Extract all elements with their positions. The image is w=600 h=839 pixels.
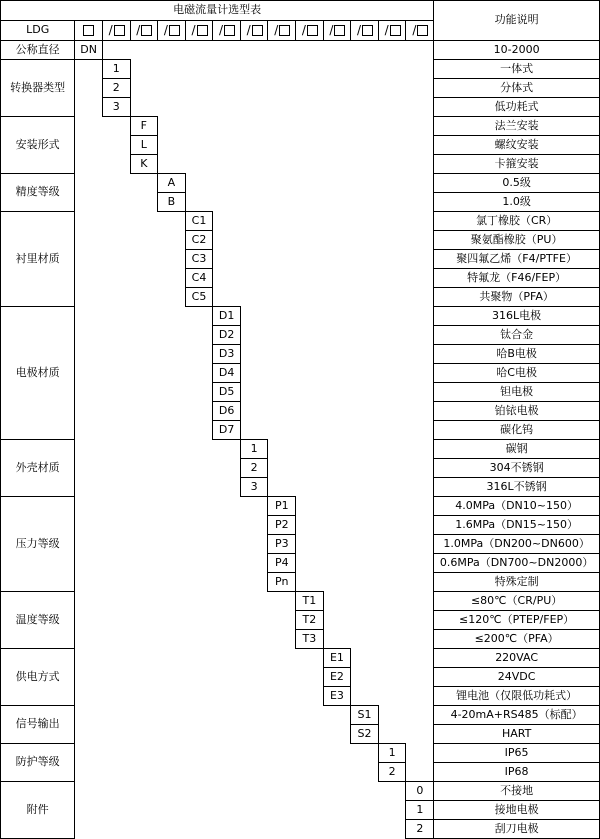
- row-label-temperature: 温度等级: [1, 592, 75, 649]
- checkbox-icon: [83, 25, 94, 36]
- code-box-11: [351, 21, 379, 41]
- code-electrode-7: D7: [213, 421, 241, 440]
- desc-temperature-3: ≤200℃（PFA）: [434, 630, 600, 649]
- code-converter-type-2: 2: [102, 79, 130, 98]
- spacer: [240, 307, 433, 326]
- spacer: [268, 459, 434, 478]
- spacer: [75, 744, 379, 782]
- desc-electrode-7: 碳化钨: [434, 421, 600, 440]
- spacer: [158, 117, 434, 136]
- spacer: [240, 383, 433, 402]
- page-title: 电磁流量计选型表: [1, 1, 434, 21]
- code-electrode-6: D6: [213, 402, 241, 421]
- code-converter-type-3: 3: [102, 98, 130, 117]
- desc-accuracy-2: 1.0级: [434, 193, 600, 212]
- row-label-install-type: 安装形式: [1, 117, 75, 174]
- slash-icon: /: [274, 22, 279, 37]
- checkbox-icon: [279, 25, 290, 36]
- desc-housing-1: 碳钢: [434, 440, 600, 459]
- spacer: [102, 41, 433, 60]
- desc-accessories-3: 刮刀电极: [434, 820, 600, 839]
- row-label-electrode: 电极材质: [1, 307, 75, 440]
- code-lining-3: C3: [185, 250, 213, 269]
- code-electrode-2: D2: [213, 326, 241, 345]
- code-box-4: [158, 21, 186, 41]
- table-row: [1, 117, 600, 136]
- checkbox-icon: [362, 25, 373, 36]
- checkbox-icon: [141, 25, 152, 36]
- title-row: [1, 1, 600, 21]
- spacer: [75, 782, 406, 839]
- desc-temperature-1: ≤80℃（CR/PU）: [434, 592, 600, 611]
- code-housing-3: 3: [240, 478, 268, 497]
- desc-pressure-4: 0.6MPa（DN700~DN2000）: [434, 554, 600, 573]
- spacer: [213, 288, 434, 307]
- row-label-housing: 外壳材质: [1, 440, 75, 497]
- desc-converter-type-1: 一体式: [434, 60, 600, 79]
- code-box-7: [240, 21, 268, 41]
- code-box-13: [406, 21, 434, 41]
- spacer: [323, 630, 434, 649]
- desc-install-type-1: 法兰安装: [434, 117, 600, 136]
- row-label-power-supply: 供电方式: [1, 649, 75, 706]
- desc-electrode-6: 铂铱电极: [434, 402, 600, 421]
- code-box-5: [185, 21, 213, 41]
- table-row: [1, 174, 600, 193]
- desc-electrode-5: 钽电极: [434, 383, 600, 402]
- spacer: [75, 174, 158, 212]
- code-box-8: [268, 21, 296, 41]
- desc-power-supply-3: 锂电池（仅限低功耗式）: [434, 687, 600, 706]
- desc-electrode-4: 哈C电极: [434, 364, 600, 383]
- code-signal-output-1: S1: [351, 706, 379, 725]
- desc-converter-type-2: 分体式: [434, 79, 600, 98]
- desc-temperature-2: ≤120℃（PTEP/FEP）: [434, 611, 600, 630]
- slash-icon: /: [163, 22, 168, 37]
- spacer: [240, 402, 433, 421]
- desc-power-supply-1: 220VAC: [434, 649, 600, 668]
- table-row: [1, 649, 600, 668]
- code-temperature-1: T1: [296, 592, 324, 611]
- desc-signal-output-1: 4-20mA+RS485（标配）: [434, 706, 600, 725]
- code-power-supply-1: E1: [323, 649, 351, 668]
- table-row: [1, 706, 600, 725]
- desc-install-type-2: 螺纹安装: [434, 136, 600, 155]
- code-electrode-4: D4: [213, 364, 241, 383]
- spacer: [130, 98, 434, 117]
- code-box-3: [130, 21, 158, 41]
- code-pressure-1: P1: [268, 497, 296, 516]
- code-install-type-3: K: [130, 155, 158, 174]
- slash-icon: /: [301, 22, 306, 37]
- desc-lining-3: 聚四氟乙烯（F4/PTFE）: [434, 250, 600, 269]
- spacer: [75, 117, 130, 174]
- checkbox-icon: [417, 25, 428, 36]
- spacer: [296, 573, 434, 592]
- spacer: [185, 174, 434, 193]
- desc-lining-1: 氯丁橡胶（CR）: [434, 212, 600, 231]
- code-nominal-diameter: DN: [75, 41, 103, 60]
- spacer: [296, 516, 434, 535]
- desc-lining-2: 聚氨酯橡胶（PU）: [434, 231, 600, 250]
- slash-icon: /: [136, 22, 141, 37]
- code-pressure-2: P2: [268, 516, 296, 535]
- code-accuracy-2: B: [158, 193, 186, 212]
- spacer: [378, 706, 433, 725]
- code-signal-output-2: S2: [351, 725, 379, 744]
- slash-icon: /: [191, 22, 196, 37]
- row-label-nominal-diameter: 公称直径: [1, 41, 75, 60]
- table-row: [1, 41, 600, 60]
- function-header: 功能说明: [434, 1, 600, 41]
- code-box-10: [323, 21, 351, 41]
- spacer: [75, 592, 296, 649]
- slash-icon: /: [384, 22, 389, 37]
- spacer: [351, 668, 434, 687]
- spacer: [296, 535, 434, 554]
- checkbox-icon: [169, 25, 180, 36]
- checkbox-icon: [114, 25, 125, 36]
- desc-pressure-2: 1.6MPa（DN15~150）: [434, 516, 600, 535]
- row-label-converter-type: 转换器类型: [1, 60, 75, 117]
- desc-lining-4: 特氟龙（F46/FEP）: [434, 269, 600, 288]
- row-label-lining: 衬里材质: [1, 212, 75, 307]
- code-pressure-3: P3: [268, 535, 296, 554]
- spacer: [130, 60, 434, 79]
- table-row: [1, 60, 600, 79]
- spacer: [75, 212, 185, 307]
- spacer: [406, 763, 434, 782]
- table-row: [1, 592, 600, 611]
- desc-protection-1: IP65: [434, 744, 600, 763]
- code-box-2: [102, 21, 130, 41]
- spacer: [75, 307, 213, 440]
- slash-icon: /: [108, 22, 113, 37]
- spacer: [240, 345, 433, 364]
- code-electrode-5: D5: [213, 383, 241, 402]
- spacer: [240, 326, 433, 345]
- desc-converter-type-3: 低功耗式: [434, 98, 600, 117]
- table-row: [1, 307, 600, 326]
- spacer: [296, 497, 434, 516]
- code-box-9: [296, 21, 324, 41]
- spacer: [185, 193, 434, 212]
- slash-icon: /: [219, 22, 224, 37]
- row-label-signal-output: 信号输出: [1, 706, 75, 744]
- row-label-accuracy: 精度等级: [1, 174, 75, 212]
- desc-accessories-1: 不接地: [434, 782, 600, 801]
- code-electrode-1: D1: [213, 307, 241, 326]
- spacer: [213, 269, 434, 288]
- code-housing-1: 1: [240, 440, 268, 459]
- slash-icon: /: [412, 22, 417, 37]
- checkbox-icon: [390, 25, 401, 36]
- slash-icon: /: [329, 22, 334, 37]
- code-power-supply-2: E2: [323, 668, 351, 687]
- code-install-type-1: F: [130, 117, 158, 136]
- slash-icon: /: [246, 22, 251, 37]
- spacer: [296, 554, 434, 573]
- checkbox-icon: [197, 25, 208, 36]
- code-box-12: [378, 21, 406, 41]
- desc-pressure-5: 特殊定制: [434, 573, 600, 592]
- code-converter-type-1: 1: [102, 60, 130, 79]
- code-protection-2: 2: [378, 763, 406, 782]
- spacer: [75, 497, 268, 592]
- spacer: [213, 231, 434, 250]
- table-row: [1, 440, 600, 459]
- code-accessories-3: 2: [406, 820, 434, 839]
- code-electrode-3: D3: [213, 345, 241, 364]
- code-power-supply-3: E3: [323, 687, 351, 706]
- spacer: [213, 212, 434, 231]
- desc-install-type-3: 卡箍安装: [434, 155, 600, 174]
- spacer: [75, 706, 351, 744]
- code-pressure-5: Pn: [268, 573, 296, 592]
- code-lining-5: C5: [185, 288, 213, 307]
- spacer: [378, 725, 433, 744]
- table-row: [1, 212, 600, 231]
- row-label-protection: 防护等级: [1, 744, 75, 782]
- spacer: [323, 592, 434, 611]
- spacer: [323, 611, 434, 630]
- code-temperature-3: T3: [296, 630, 324, 649]
- desc-accessories-2: 接地电极: [434, 801, 600, 820]
- spacer: [268, 440, 434, 459]
- desc-housing-3: 316L不锈钢: [434, 478, 600, 497]
- code-install-type-2: L: [130, 136, 158, 155]
- code-lining-4: C4: [185, 269, 213, 288]
- desc-nominal-diameter: 10-2000: [434, 41, 600, 60]
- spacer: [268, 478, 434, 497]
- spacer: [213, 250, 434, 269]
- code-pressure-4: P4: [268, 554, 296, 573]
- desc-power-supply-2: 24VDC: [434, 668, 600, 687]
- checkbox-icon: [252, 25, 263, 36]
- model-prefix: LDG: [1, 21, 75, 41]
- spacer: [158, 136, 434, 155]
- code-lining-1: C1: [185, 212, 213, 231]
- table-row: [1, 782, 600, 801]
- code-box-1: [75, 21, 103, 41]
- code-temperature-2: T2: [296, 611, 324, 630]
- desc-pressure-3: 1.0MPa（DN200~DN600）: [434, 535, 600, 554]
- checkbox-icon: [307, 25, 318, 36]
- code-accessories-2: 1: [406, 801, 434, 820]
- spacer: [75, 440, 241, 497]
- spacer: [130, 79, 434, 98]
- code-accessories-1: 0: [406, 782, 434, 801]
- slash-icon: /: [357, 22, 362, 37]
- desc-electrode-1: 316L电极: [434, 307, 600, 326]
- row-label-accessories: 附件: [1, 782, 75, 839]
- desc-electrode-3: 哈B电极: [434, 345, 600, 364]
- desc-housing-2: 304不锈钢: [434, 459, 600, 478]
- desc-pressure-1: 4.0MPa（DN10~150）: [434, 497, 600, 516]
- spacer: [351, 687, 434, 706]
- code-housing-2: 2: [240, 459, 268, 478]
- desc-protection-2: IP68: [434, 763, 600, 782]
- row-label-pressure: 压力等级: [1, 497, 75, 592]
- desc-lining-5: 共聚物（PFA）: [434, 288, 600, 307]
- table-row: [1, 744, 600, 763]
- spacer: [75, 649, 323, 706]
- desc-accuracy-1: 0.5级: [434, 174, 600, 193]
- spacer: [351, 649, 434, 668]
- spacer: [406, 744, 434, 763]
- code-box-6: [213, 21, 241, 41]
- desc-signal-output-2: HART: [434, 725, 600, 744]
- checkbox-icon: [334, 25, 345, 36]
- spacer: [240, 421, 433, 440]
- spacer: [75, 60, 103, 117]
- spacer: [240, 364, 433, 383]
- spacer: [158, 155, 434, 174]
- code-lining-2: C2: [185, 231, 213, 250]
- code-accuracy-1: A: [158, 174, 186, 193]
- desc-electrode-2: 钛合金: [434, 326, 600, 345]
- table-row: [1, 497, 600, 516]
- code-protection-1: 1: [378, 744, 406, 763]
- checkbox-icon: [224, 25, 235, 36]
